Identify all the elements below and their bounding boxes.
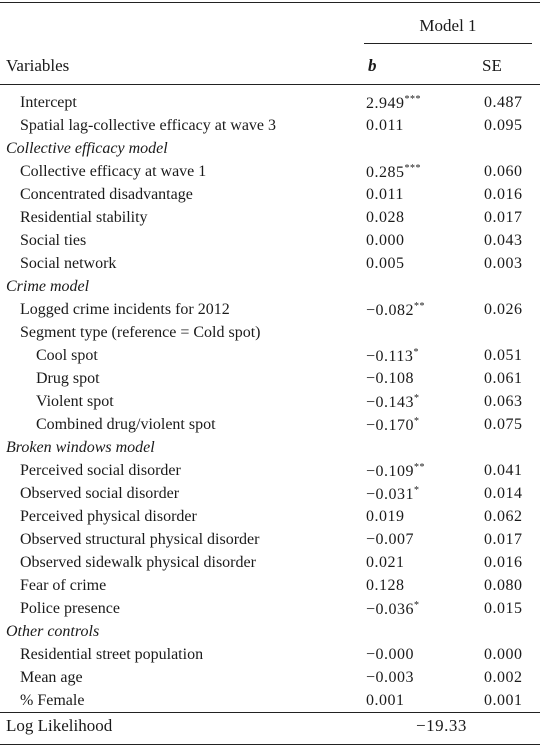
coefficient-value: −0.113: [366, 348, 414, 365]
b-column-header: b: [368, 56, 377, 75]
coefficient-cell: [366, 462, 425, 481]
coefficient-value: −0.003: [366, 669, 415, 686]
coefficient-value: −0.036: [366, 601, 415, 618]
significance-stars: ***: [404, 163, 421, 174]
table-row: [0, 255, 540, 278]
variable-label: Observed structural physical disorder: [20, 531, 260, 548]
section-header-row: [0, 439, 540, 462]
table-row: [0, 577, 540, 600]
standard-error-value: 0.014: [484, 485, 523, 502]
coefficient-cell: [366, 485, 420, 504]
model-header-underline: [364, 43, 532, 44]
log-likelihood-row: [0, 716, 540, 740]
variable-label: Observed social disorder: [20, 485, 180, 502]
coefficient-cell: [366, 186, 404, 204]
standard-error-value: 0.043: [484, 232, 523, 249]
standard-error-value: 0.487: [484, 94, 523, 111]
variable-label: Violent spot: [36, 393, 114, 410]
variable-label: Social ties: [20, 232, 87, 249]
significance-stars: *: [414, 393, 420, 404]
significance-stars: *: [414, 485, 420, 496]
coefficient-value: −0.170: [366, 417, 415, 434]
table-row: [0, 554, 540, 577]
table-row: [0, 462, 540, 485]
standard-error-value: 0.041: [484, 462, 523, 479]
coefficient-cell: [366, 646, 414, 664]
top-rule: [0, 2, 540, 3]
significance-stars: ***: [404, 94, 421, 105]
coefficient-cell: [366, 669, 414, 687]
coefficient-cell: [366, 531, 414, 549]
table-row: [0, 669, 540, 692]
coefficient-cell: [366, 554, 405, 572]
section-label: Crime model: [6, 278, 90, 295]
section-header-row: [0, 140, 540, 163]
coefficient-value: −0.143: [366, 394, 415, 411]
section-header-row: [0, 623, 540, 646]
standard-error-value: 0.080: [484, 577, 523, 594]
standard-error-value: 0.002: [484, 669, 523, 686]
variable-label: Fear of crime: [20, 577, 107, 594]
coefficient-cell: [366, 301, 425, 320]
table-row: [0, 347, 540, 370]
table-row: [0, 370, 540, 393]
variable-label: Spatial lag-collective efficacy at wave 3: [20, 117, 277, 134]
standard-error-value: 0.016: [484, 186, 523, 203]
coefficient-value: 0.019: [366, 508, 405, 525]
standard-error-value: 0.095: [484, 117, 523, 134]
variable-label: Cool spot: [36, 347, 98, 364]
table-row: [0, 393, 540, 416]
standard-error-value: 0.003: [484, 255, 523, 272]
table-row: [0, 301, 540, 324]
coefficient-value: 0.011: [366, 117, 404, 134]
coefficient-cell: [366, 163, 421, 182]
coefficient-cell: [366, 347, 419, 366]
variable-label: Residential street population: [20, 646, 204, 663]
table-row: [0, 117, 540, 140]
model-header: Model 1: [419, 16, 477, 35]
coefficient-cell: [366, 508, 405, 526]
coefficient-cell: [366, 209, 405, 227]
significance-stars: **: [414, 462, 426, 473]
standard-error-value: 0.051: [484, 347, 523, 364]
variable-label: Drug spot: [36, 370, 100, 387]
variable-label: Social network: [20, 255, 117, 272]
variable-label: Observed sidewalk physical disorder: [20, 554, 256, 571]
standard-error-value: 0.015: [484, 600, 523, 617]
coefficient-value: −0.000: [366, 646, 415, 663]
coefficient-value: −0.109: [366, 463, 415, 480]
variable-label: Perceived social disorder: [20, 462, 181, 479]
log-likelihood-label: Log Likelihood: [6, 716, 113, 735]
coefficient-cell: [366, 577, 405, 595]
standard-error-value: 0.063: [484, 393, 523, 410]
section-label: Broken windows model: [6, 439, 155, 456]
coefficient-value: −0.082: [366, 302, 415, 319]
variable-label: Police presence: [20, 600, 120, 617]
coefficient-cell: [366, 600, 420, 619]
section-label: Other controls: [6, 623, 100, 640]
table-row: [0, 600, 540, 623]
standard-error-value: 0.016: [484, 554, 523, 571]
coefficient-value: −0.007: [366, 531, 415, 548]
log-likelihood-value: −19.33: [416, 716, 467, 735]
coefficient-value: −0.031: [366, 486, 415, 503]
variable-label: Combined drug/violent spot: [36, 416, 216, 433]
standard-error-value: 0.062: [484, 508, 523, 525]
standard-error-value: 0.075: [484, 416, 523, 433]
footer-rule: [0, 712, 540, 713]
coefficient-cell: [366, 232, 405, 250]
standard-error-value: 0.017: [484, 209, 523, 226]
variable-label: Segment type (reference = Cold spot): [20, 324, 261, 341]
variable-label: Intercept: [20, 94, 77, 111]
table-row: [0, 186, 540, 209]
coefficient-value: 0.285: [366, 164, 405, 181]
variable-label: Concentrated disadvantage: [20, 186, 193, 203]
standard-error-value: 0.000: [484, 646, 523, 663]
coefficient-cell: [366, 255, 405, 273]
table-row: [0, 531, 540, 554]
table-row: [0, 508, 540, 531]
standard-error-value: 0.001: [484, 692, 523, 709]
section-header-row: [0, 278, 540, 301]
coefficient-cell: [366, 117, 404, 135]
table-row: [0, 324, 540, 347]
standard-error-value: 0.026: [484, 301, 523, 318]
significance-stars: **: [414, 301, 426, 312]
variable-label: Logged crime incidents for 2012: [20, 301, 230, 318]
coefficient-value: 0.000: [366, 232, 405, 249]
standard-error-value: 0.060: [484, 163, 523, 180]
variable-label: Mean age: [20, 669, 83, 686]
table-row: [0, 209, 540, 232]
standard-error-value: 0.061: [484, 370, 523, 387]
coefficient-value: 0.128: [366, 577, 405, 594]
coefficient-value: 0.011: [366, 186, 404, 203]
table-row: [0, 94, 540, 117]
table-row: [0, 232, 540, 255]
standard-error-value: 0.017: [484, 531, 523, 548]
coefficient-cell: [366, 416, 420, 435]
bottom-rule: [0, 744, 540, 745]
variables-header: Variables: [6, 56, 70, 75]
significance-stars: *: [414, 416, 420, 427]
coefficient-cell: [366, 393, 420, 412]
variable-label: % Female: [20, 692, 85, 709]
coefficient-value: 0.001: [366, 692, 405, 709]
coefficient-cell: [366, 94, 421, 113]
coefficient-value: 0.021: [366, 554, 405, 571]
significance-stars: *: [414, 600, 420, 611]
coefficient-value: 2.949: [366, 95, 405, 112]
coefficient-value: −0.108: [366, 370, 415, 387]
table-row: [0, 646, 540, 669]
coefficient-value: 0.005: [366, 255, 405, 272]
se-column-header: SE: [482, 56, 502, 75]
header-rule: [0, 84, 540, 85]
variable-label: Collective efficacy at wave 1: [20, 163, 207, 180]
section-label: Collective efficacy model: [6, 140, 168, 157]
significance-stars: *: [413, 347, 419, 358]
table-row: [0, 485, 540, 508]
table-row: [0, 163, 540, 186]
variable-label: Residential stability: [20, 209, 148, 226]
variable-label: Perceived physical disorder: [20, 508, 197, 525]
coefficient-value: 0.028: [366, 209, 405, 226]
table-row: [0, 416, 540, 439]
coefficient-cell: [366, 370, 414, 388]
coefficient-cell: [366, 692, 405, 710]
